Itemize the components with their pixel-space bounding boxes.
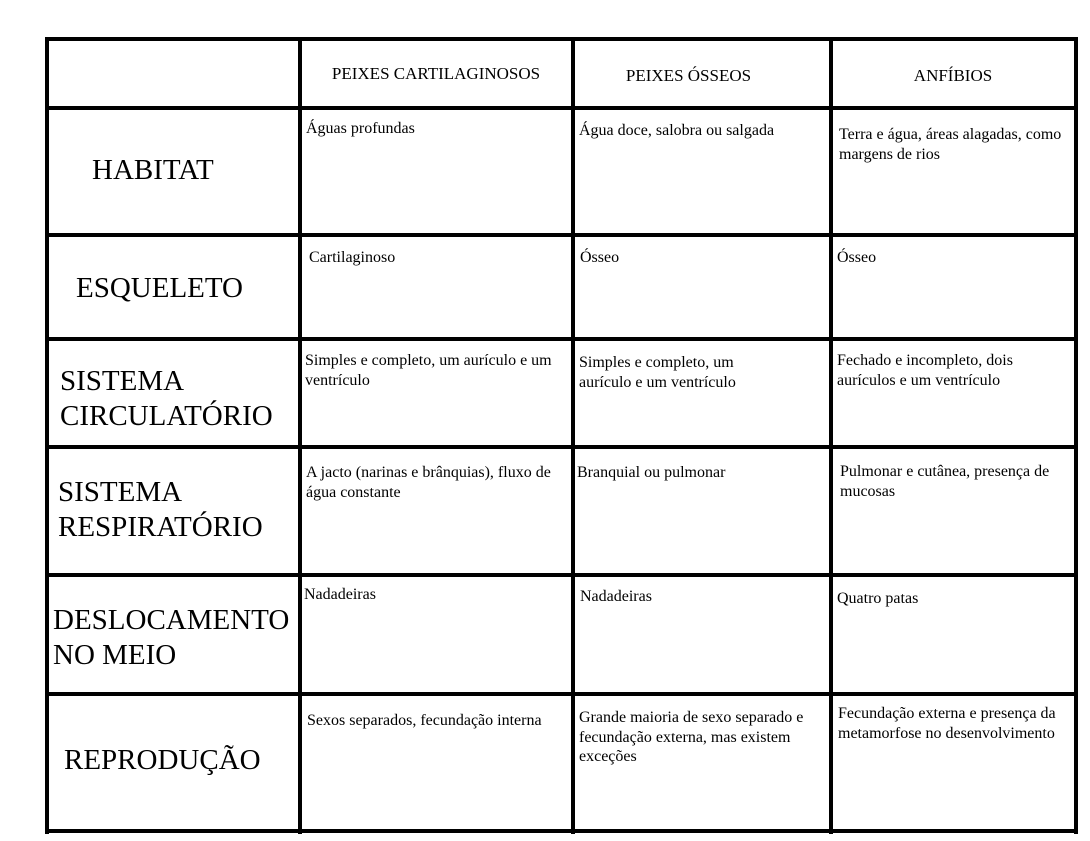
header-bony-fish: PEIXES ÓSSEOS [625, 66, 752, 85]
table-cell: Grande maioria de sexo separado e fecundação externa, mas existem exceções [579, 709, 804, 766]
row-label-skeleton: ESQUELETO [76, 272, 244, 304]
row-divider [45, 692, 1078, 696]
row-divider [45, 337, 1078, 341]
table-cell: Pulmonar e cutânea, presença de mucosas [840, 463, 1050, 500]
table-cell: A jacto (narinas e brânquias), fluxo de água constante [306, 464, 551, 501]
row-label-habitat: HABITAT [92, 154, 214, 186]
row-label-locomotion: DESLOCAMENTO NO MEIO [53, 604, 290, 672]
table-border-bottom [45, 829, 1078, 833]
table-border-left [45, 37, 49, 834]
table-cell: Quatro patas [837, 590, 919, 607]
row-divider [45, 445, 1078, 449]
row-divider [45, 573, 1078, 577]
table-cell: Nadadeiras [304, 586, 376, 603]
row-label-circulatory-system: SISTEMA CIRCULATÓRIO [60, 365, 273, 433]
header-cartilaginous-fish: PEIXES CARTILAGINOSOS [331, 64, 541, 83]
row-divider [45, 106, 1078, 110]
column-divider [298, 37, 302, 834]
table-cell: Nadadeiras [580, 588, 652, 605]
table-cell: Cartilaginoso [309, 249, 396, 266]
table-cell: Águas profundas [306, 120, 415, 137]
column-divider [571, 37, 575, 834]
table-cell: Sexos separados, fecundação interna [307, 712, 542, 729]
table-cell: Terra e água, áreas alagadas, como margens de rios [839, 126, 1062, 163]
table-cell: Simples e completo, um aurículo e um ventrículo [305, 352, 552, 389]
table-cell: Ósseo [580, 249, 620, 266]
table-cell: Simples e completo, um aurículo e um ventrículo [579, 354, 736, 391]
table-cell: Fecundação externa e presença da metamorfose no desenvolvimento [838, 705, 1056, 742]
table-cell: Fechado e incompleto, dois aurículos e um ventrículo [837, 352, 1013, 389]
table-cell: Ósseo [837, 249, 877, 266]
table-cell: Branquial ou pulmonar [577, 464, 726, 481]
table-cell: Água doce, salobra ou salgada [579, 122, 775, 139]
table-border-right [1074, 37, 1078, 834]
column-divider [829, 37, 833, 834]
header-amphibians: ANFÍBIOS [913, 66, 993, 85]
row-divider [45, 233, 1078, 237]
table-border-top [45, 37, 1078, 41]
row-label-respiratory-system: SISTEMA RESPIRATÓRIO [58, 476, 263, 544]
row-label-reproduction: REPRODUÇÃO [64, 744, 261, 776]
